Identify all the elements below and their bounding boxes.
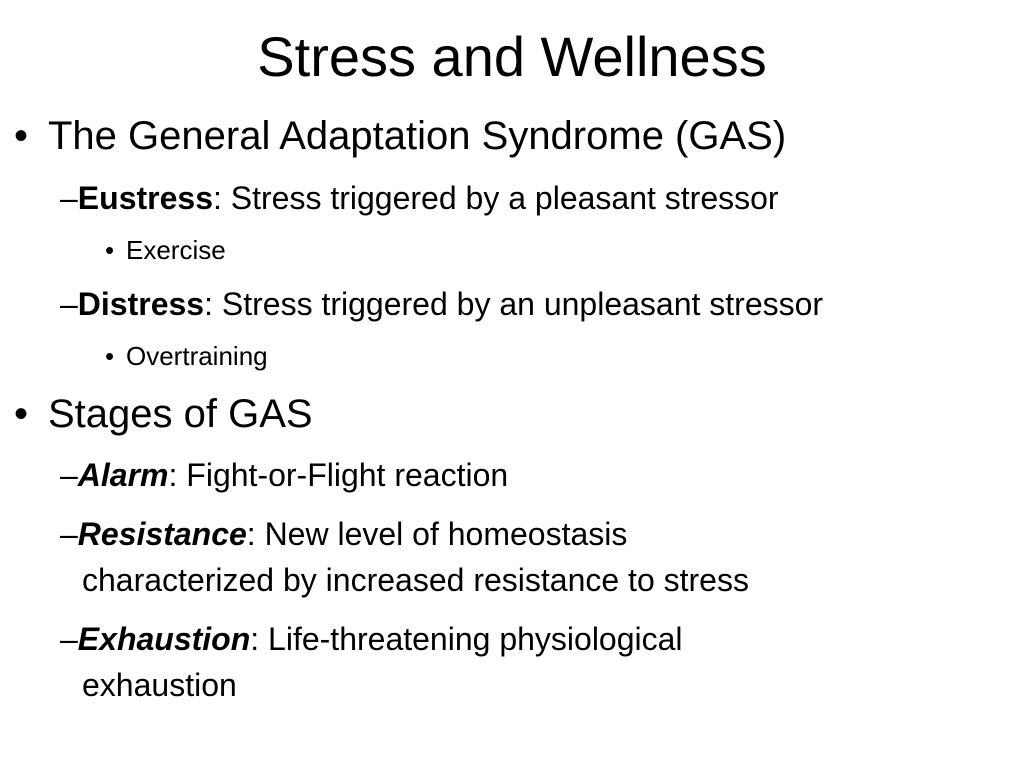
dash-marker: – — [60, 516, 78, 552]
example-overtraining — [105, 340, 268, 372]
term-eustress: Eustress — [77, 180, 213, 216]
bullet-stages — [14, 390, 313, 438]
dash-marker: – — [60, 621, 78, 657]
desc-exhaustion-line2: exhaustion — [82, 667, 237, 703]
subitem-distress — [60, 281, 823, 327]
bullet-marker: • — [105, 235, 115, 265]
subitem-eustress — [60, 175, 779, 221]
bullet-text: The General Adaptation Syndrome (GAS) — [48, 114, 787, 158]
dash-marker: – — [60, 286, 78, 322]
example-exercise — [105, 234, 226, 266]
dash-marker: – — [60, 457, 78, 493]
term-distress: Distress — [77, 286, 205, 322]
desc-distress: : Stress triggered by an unpleasant stressor — [204, 286, 824, 322]
desc-exhaustion: : Life-threatening physiological — [250, 621, 683, 657]
desc-resistance-line2: characterized by increased resistance to stress — [82, 562, 749, 598]
desc-alarm: : Fight-or-Flight reaction — [168, 457, 509, 493]
subitem-resistance — [60, 511, 749, 603]
term-exhaustion: Exhaustion — [77, 621, 251, 657]
subitem-exhaustion — [60, 616, 683, 708]
subitem-alarm — [60, 452, 508, 498]
bullet-text: Stages of GAS — [48, 392, 313, 436]
bullet-gas — [14, 112, 786, 160]
bullet-marker: • — [105, 341, 115, 371]
example-text: Exercise — [126, 235, 226, 265]
slide-title: Stress and Wellness — [257, 25, 767, 88]
bullet-marker: • — [14, 114, 29, 158]
desc-resistance: : New level of homeostasis — [246, 516, 628, 552]
example-text: Overtraining — [126, 341, 268, 371]
term-resistance: Resistance — [77, 516, 247, 552]
term-alarm: Alarm — [77, 457, 169, 493]
desc-eustress: : Stress triggered by a pleasant stressor — [212, 180, 779, 216]
dash-marker: – — [60, 180, 78, 216]
bullet-marker: • — [14, 392, 29, 436]
